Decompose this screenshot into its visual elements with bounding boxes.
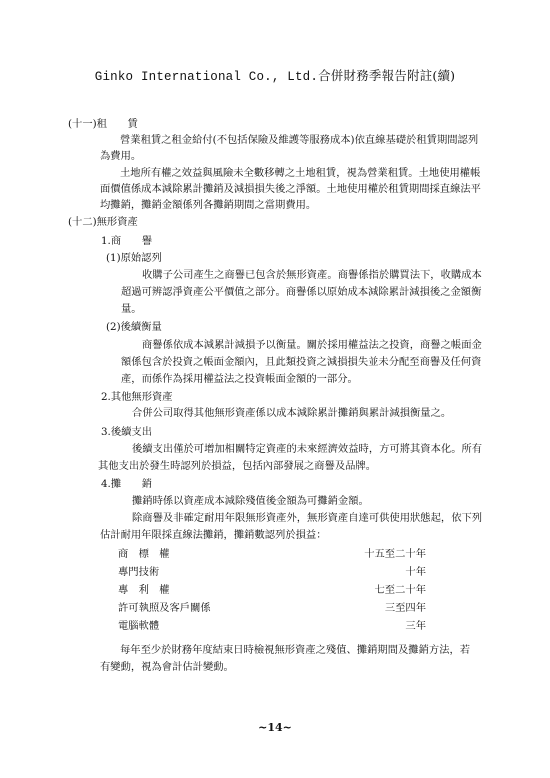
report-title: 合併財務季報告附註(續) [318,68,456,83]
company-name: Ginko International Co., Ltd. [94,70,319,84]
goodwill-subsequent-line-2: 額係包含於投資之帳面金額內，且此類投資之減損損失並未分配至商譽及任何資 [121,356,482,368]
asset-name: 專 利 權 [118,584,170,596]
section-12-heading: (十二)無形資產 [68,216,138,228]
goodwill-initial-heading: (1)原始認列 [106,252,162,264]
asset-name: 許可執照及客戶關係 [118,602,211,614]
lease-para-2-line-3: 均攤銷，攤銷金額係列各攤銷期間之當期費用。 [100,199,317,211]
amortization-line-2: 除商譽及非確定耐用年限無形資產外，無形資產自達可供使用狀態起，依下列 [132,512,483,524]
goodwill-heading: 1.商 譽 [101,235,153,247]
review-line-1: 每年至少於財務年度結束日時檢視無形資產之殘值、攤銷期間及攤銷方法，若 [120,644,471,656]
goodwill-subsequent-heading: (2)後續衡量 [106,321,162,333]
useful-life: 七至二十年 [374,584,426,596]
asset-name: 電腦軟體 [118,620,160,632]
subsequent-expenditure-heading: 3.後續支出 [101,426,153,438]
goodwill-initial-line-1: 收購子公司產生之商譽已包含於無形資產。商譽係指於購買法下，收購成本 [142,269,482,281]
asset-name: 專門技術 [118,566,160,578]
goodwill-subsequent-line-1: 商譽係依成本減累計減損予以衡量。關於採用權益法之投資，商譽之帳面金 [142,339,482,351]
review-line-2: 有變動，視為會計估計變動。 [100,661,234,673]
asset-name: 商 標 權 [118,548,170,560]
amortization-line-1: 攤銷時係以資產成本減除殘值後金額為可攤銷金額。 [132,495,369,507]
page-number: ~14~ [258,721,292,734]
subsequent-expenditure-line-1: 後續支出僅於可增加相關特定資產的未來經濟效益時，方可將其資本化。所有 [132,443,483,455]
goodwill-initial-line-3: 量。 [121,303,142,315]
lease-para-2-line-2: 面價值係成本減除累計攤銷及減損損失後之淨額。土地使用權於租賃期間採直線法平 [100,183,481,195]
useful-life: 三至四年 [384,602,426,614]
goodwill-subsequent-line-3: 產，而係作為採用權益法之投資帳面金額的一部分。 [121,373,358,385]
lease-para-2-line-1: 土地所有權之效益與風險未全數移轉之土地租賃，視為營業租賃。土地使用權帳 [120,167,481,179]
goodwill-initial-line-2: 超過可辨認淨資產公平價值之部分。商譽係以原始成本減除累計減損後之金額衡 [121,286,482,298]
useful-life: 十年 [405,566,426,578]
page-title [0,66,550,84]
amortization-line-3: 估計耐用年限採直線法攤銷，攤銷數認列於損益： [100,529,327,541]
useful-life: 三年 [405,620,426,632]
useful-life: 十五至二十年 [364,548,426,560]
other-intangibles-heading: 2.其他無形資產 [101,391,173,403]
other-intangibles-line-1: 合併公司取得其他無形資產係以成本減除累計攤銷與累計減損衡量之。 [132,407,452,419]
section-11-heading: (十一)租 賃 [68,118,138,130]
lease-para-1-line-2: 為費用。 [100,150,142,162]
lease-para-1-line-1: 營業租賃之租金給付(不包括保險及維護等服務成本)依直線基礎於租賃期間認列 [120,134,479,146]
amortization-heading: 4.攤 銷 [101,478,153,490]
subsequent-expenditure-line-2: 其他支出於發生時認列於損益，包括內部發展之商譽及品牌。 [98,460,377,472]
